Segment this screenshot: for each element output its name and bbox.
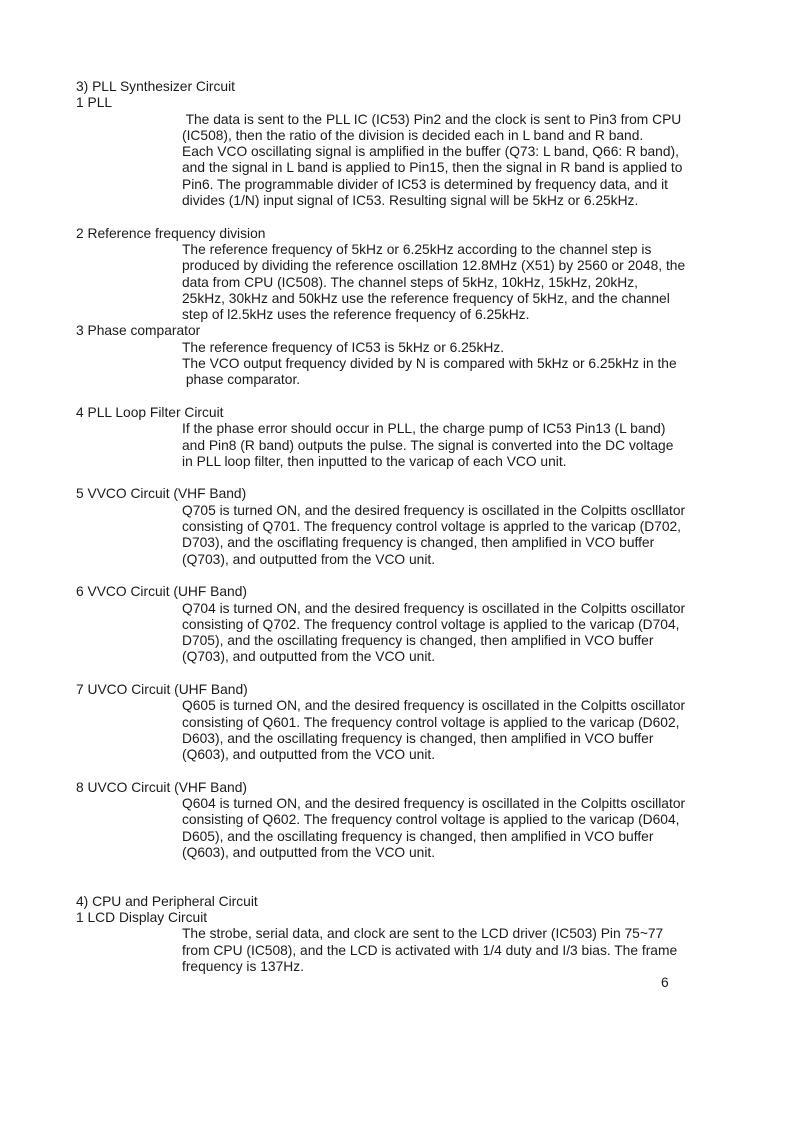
paragraph-19 [76,698,756,763]
section-heading-15: 6 VVCO Circuit (UHF Band) [76,584,247,600]
paragraph-10 [76,421,756,470]
text-line: If the phase error should occur in PLL, the charge pump of IC53 Pin13 (L band) [182,421,666,437]
paragraph-22 [76,796,756,861]
spacer [76,470,756,486]
section-heading-18: 7 UVCO Circuit (UHF Band) [76,681,248,697]
text-line: Pin6. The programmable divider of IC53 is determined by frequency data, and it [182,176,668,192]
section-heading-21: 8 UVCO Circuit (VHF Band) [76,779,247,795]
text-line: consisting of Q601. The frequency control voltage is applied to the varicap (D602, [182,714,680,730]
text-line: consisting of Q701. The frequency control voltage is apprled to the varicap (D702, [182,519,682,535]
text-line: from CPU (IC508), and the LCD is activated with 1/4 duty and I/3 bias. The frame [182,942,678,958]
text-line: frequency is 137Hz. [182,959,304,975]
text-line: data from CPU (IC508). The channel steps of 5kHz, 10kHz, 15kHz, 20kHz, [182,274,639,290]
spacer [76,666,756,682]
text-line: D603), and the oscillating frequency is changed, then amplified in VCO buffer [182,730,654,746]
text-line: Q604 is turned ON, and the desired frequency is oscillated in the Colpitts oscillator [182,796,686,812]
text-line: in PLL loop filter, then inputted to the varicap of each VCO unit. [182,453,567,469]
spacer [76,568,756,584]
text-line: Q704 is turned ON, and the desired frequency is oscillated in the Colpitts oscillator [182,600,686,616]
text-line: consisting of Q702. The frequency control voltage is applied to the varicap (D704, [182,616,680,632]
section-heading-25: 1 LCD Display Circuit [76,910,208,926]
spacer [76,209,756,225]
text-line: (Q603), and outputted from the VCO unit. [182,844,436,860]
text-line: consisting of Q602. The frequency control voltage is applied to the varicap (D604, [182,812,680,828]
text-line: (Q603), and outputted from the VCO unit. [182,747,436,763]
text-line: phase comparator. [182,372,301,388]
spacer [76,861,756,894]
text-line: The reference frequency of 5kHz or 6.25kHz according to the channel step is [182,241,652,257]
text-line: Q705 is turned ON, and the desired frequency is oscillated in the Colpitts osclllator [182,502,686,518]
paragraph-26 [76,926,756,975]
paragraph-7 [76,340,756,389]
text-line: produced by dividing the reference oscillation 12.8MHz (X51) by 2560 or 2048, the [182,258,686,274]
page-number: 6 [661,975,669,991]
document-blocks [76,79,756,975]
section-heading-6: 3 Phase comparator [76,323,201,339]
text-line: The strobe, serial data, and clock are sent to the LCD driver (IC503) Pin 75~77 [182,926,664,942]
text-line: (Q703), and outputted from the VCO unit. [182,551,436,567]
section-heading-12: 5 VVCO Circuit (VHF Band) [76,486,247,502]
text-line: and the signal in L band is applied to Pin15, then the signal in R band is applied to [182,160,683,176]
section-heading-24: 4) CPU and Peripheral Circuit [76,893,258,909]
section-heading-4: 2 Reference frequency division [76,225,266,241]
text-line: D703), and the osciflating frequency is changed, then amplified in VCO buffer [182,535,655,551]
section-heading-0: 3) PLL Synthesizer Circuit [76,79,235,94]
document-body [76,79,756,992]
paragraph-13 [76,503,756,568]
text-line: The data is sent to the PLL IC (IC53) Pin2 and the clock is sent to Pin3 from CPU [182,111,682,127]
text-line: D605), and the oscillating frequency is changed, then amplified in VCO buffer [182,828,654,844]
paragraph-16 [76,601,756,666]
section-heading-9: 4 PLL Loop Filter Circuit [76,404,224,420]
spacer [76,763,756,779]
text-line: Q605 is turned ON, and the desired frequency is oscillated in the Colpitts oscillator [182,698,686,714]
text-line: 25kHz, 30kHz and 50kHz use the reference frequency of 5kHz, and the channel [182,290,670,306]
paragraph-2 [76,112,756,210]
spacer [76,389,756,405]
text-line: The VCO output frequency divided by N is compared with 5kHz or 6.25kHz in the [182,356,677,372]
text-line: D705), and the oscillating frequency is changed, then amplified in VCO buffer [182,633,654,649]
text-line: (Q703), and outputted from the VCO unit. [182,649,436,665]
section-heading-1: 1 PLL [76,95,113,111]
text-line: (IC508), then the ratio of the division is decided each in L band and R band. [182,127,644,143]
text-line: step of l2.5kHz uses the reference frequency of 6.25kHz. [182,307,530,323]
text-line: The reference frequency of IC53 is 5kHz or 6.25kHz. [182,339,505,355]
text-line: divides (1/N) input signal of IC53. Resulting signal will be 5kHz or 6.25kHz. [182,193,639,209]
text-line: Each VCO oscillating signal is amplified in the buffer (Q73: L band, Q66: R band), [182,144,679,160]
text-line: and Pin8 (R band) outputs the pulse. The signal is converted into the DC voltage [182,437,674,453]
paragraph-5 [76,242,756,323]
